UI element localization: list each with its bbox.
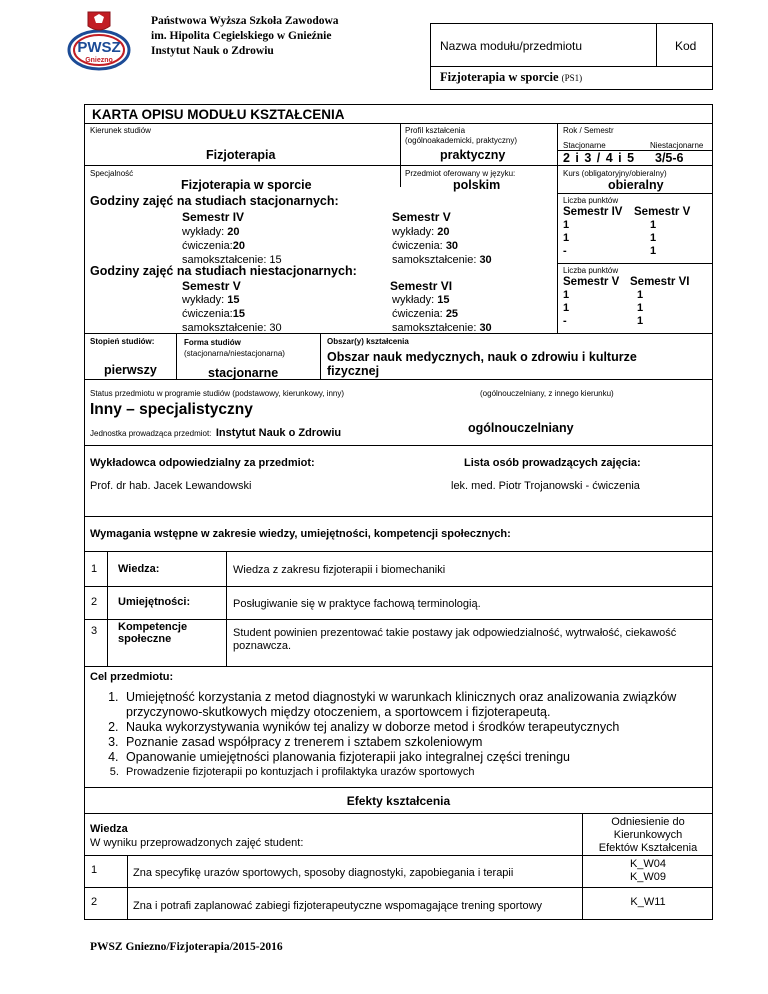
requirements-title: Wymagania wstępne w zakresie wiedzy, umiejętności, kompetencji społecznych: (90, 528, 511, 540)
effects-ref-header: Odniesienie do Kierunkowych Efektów Kształcenia (598, 816, 698, 854)
goal-item: 2. Nauka wykorzystywania wyników tej analizy w doborze metod i środków terapeutycznych (122, 720, 711, 735)
requirement-num: 2 (91, 596, 98, 608)
points-niestac-col2: 1 1 1 (637, 289, 644, 327)
points-stac-label: Liczba punktów (563, 196, 619, 205)
obszar-value: Obszar nauk medycznych, nauk o zdrowiu i kulturze fizycznej (327, 350, 637, 378)
jezyk-label: Przedmiot oferowany w języku: (405, 169, 516, 178)
lecturer-label: Wykładowca odpowiedzialny za przedmiot: (90, 457, 315, 469)
goal-item: 4. Opanowanie umiejętności planowania fizjoterapii jako integralnej części treningu (122, 750, 711, 765)
goal-item: 5. Prowadzenie fizjoterapii po kontuzjach i profilaktyka urazów sportowych (122, 765, 711, 780)
hours-niestac-sem-b: wykłady: 15 ćwiczenia: 25 samokształcenie: 30 (392, 294, 492, 334)
kierunek-value: Fizjoterapia (206, 148, 276, 162)
status-value: Inny – specjalistyczny (90, 401, 253, 418)
lecturer-name: Prof. dr hab. Jacek Lewandowski (90, 480, 252, 492)
hours-niestac-sem-a-title: Semestr V (182, 279, 241, 293)
effects-intro: W wyniku przeprowadzonych zajęć student: (90, 837, 304, 849)
forma-value: stacjonarne (208, 366, 279, 380)
requirement-text: Student powinien prezentować takie postawy jak odpowiedzialność, wytrwałość, ciekawość poznawcza. (233, 627, 677, 652)
niestacjonarne-label: Niestacjonarne (650, 141, 704, 150)
goal-item: 3. Poznanie zasad współpracy z trenerem i sztabem szkoleniowym (122, 735, 711, 750)
stopien-label: Stopień studiów: (90, 337, 155, 346)
status-label: Status przedmiotu w programie studiów (podstawowy, kierunkowy, inny) (90, 389, 345, 398)
hours-stac-sem-b: wykłady: 20 ćwiczenia: 30 samokształcenie: 30 (392, 226, 492, 266)
hours-niestac-sem-b-title: Semestr VI (390, 279, 453, 293)
logo (64, 8, 134, 74)
hours-stac-sem-b-title: Semestr V (392, 210, 451, 224)
requirement-label: Kompetencje społeczne (118, 621, 188, 645)
institution-name: Państwowa Wyższa Szkoła Zawodowa im. Hipolita Cegielskiego w Gnieźnie Instytut Nauk o Zdrowiu (151, 15, 339, 57)
effect-ref: K_W04 K_W09 (629, 858, 667, 883)
jezyk-value: polskim (453, 178, 501, 192)
stacjonarne-label: Stacjonarne (563, 141, 606, 150)
points-stac-col2: 1 1 1 (650, 219, 657, 257)
module-code: (PS1) (561, 73, 583, 83)
effect-num: 2 (91, 896, 98, 908)
effect-text: Zna i potrafi zaplanować zabiegi fizjoterapeutyczne wspomagające trening sportowy (133, 900, 543, 912)
kurs-label: Kurs (obligatoryjny/obieralny) (563, 169, 667, 178)
status-label-2: (ogólnouczelniany, z innego kierunku) (480, 389, 614, 398)
effect-num: 1 (91, 864, 98, 876)
hours-stac-title: Godziny zajęć na studiach stacjonarnych: (90, 194, 339, 208)
footer: PWSZ Gniezno/Fizjoterapia/2015-2016 (90, 941, 283, 953)
rok-stacjonarne: 2 i 3 / 4 i 5 (563, 151, 636, 165)
points-stac-h2: Semestr V (634, 206, 691, 218)
kierunek-label: Kierunek studiów (90, 126, 151, 135)
effects-title: Efekty kształcenia (346, 794, 451, 808)
requirement-num: 3 (91, 625, 98, 637)
hours-niestac-sem-a: wykłady: 15 ćwiczenia:15 samokształcenie: 30 (182, 294, 282, 334)
points-stac-col1: 1 1 - (563, 219, 570, 257)
requirement-text: Wiedza z zakresu fizjoterapii i biomechaniki (233, 564, 446, 576)
module-name: Fizjoterapia w sporcie (PS1) (440, 70, 583, 84)
points-niestac-col1: 1 1 - (563, 289, 570, 327)
effect-ref: K_W11 (630, 896, 666, 908)
profil-label: Profil kształcenia (ogólnoakademicki, praktyczny) (405, 126, 518, 145)
requirement-label: Umiejętności: (118, 596, 191, 608)
logo-text: PWSZ (77, 39, 121, 56)
requirement-label: Wiedza: (118, 563, 160, 575)
hours-niestac-title: Godziny zajęć na studiach niestacjonarnych: (90, 264, 357, 278)
rok-label: Rok / Semestr (563, 126, 614, 135)
points-stac-h1: Semestr IV (563, 206, 623, 218)
effect-text: Zna specyfikę urazów sportowych, sposoby diagnostyki, zapobiegania i terapii (133, 867, 514, 879)
jednostka: Jednostka prowadząca przedmiot: Instytut Nauk o Zdrowiu (90, 427, 342, 439)
staff-list-value: lek. med. Piotr Trojanowski - ćwiczenia (451, 480, 640, 492)
points-niestac-h1: Semestr V (563, 276, 620, 288)
status-value-2: ogólnouczelniany (468, 421, 574, 435)
goals-list (96, 690, 711, 780)
requirement-text: Posługiwanie się w praktyce fachową terminologią. (233, 598, 481, 610)
logo-subtext: Gniezno (85, 57, 113, 64)
module-name-label: Nazwa modułu/przedmiotu (440, 39, 583, 53)
specjalnosc-value: Fizjoterapia w sporcie (181, 178, 312, 192)
staff-list-label: Lista osób prowadzących zajęcia: (464, 457, 641, 469)
card-title: KARTA OPISU MODUŁU KSZTAŁCENIA (92, 107, 345, 122)
points-niestac-label: Liczba punktów (563, 266, 619, 275)
effects-wiedza: Wiedza (90, 823, 128, 835)
kurs-value: obieralny (608, 178, 664, 192)
goals-title: Cel przedmiotu: (90, 671, 174, 683)
requirement-num: 1 (91, 563, 98, 575)
specjalnosc-label: Specjalność (90, 169, 134, 178)
rok-niestacjonarne: 3/5-6 (655, 151, 684, 165)
obszar-label: Obszar(y) kształcenia (327, 337, 409, 346)
stopien-value: pierwszy (104, 363, 157, 377)
goal-item: 1. Umiejętność korzystania z metod diagnostyki w warunkach klinicznych oraz analizowania związków przyczynowo-skutkowych między otoczeniem, a sportowcem i fizjoterapeutą. (122, 690, 711, 720)
code-label: Kod (675, 39, 697, 53)
forma-label: Forma studiów (stacjonarna/niestacjonarna) (184, 338, 285, 358)
hours-stac-sem-a: wykłady: 20 ćwiczenia:20 samokształcenie: 15 (182, 226, 282, 266)
hours-stac-sem-a-title: Semestr IV (182, 210, 245, 224)
profil-value: praktyczny (440, 148, 506, 162)
points-niestac-h2: Semestr VI (630, 276, 690, 288)
